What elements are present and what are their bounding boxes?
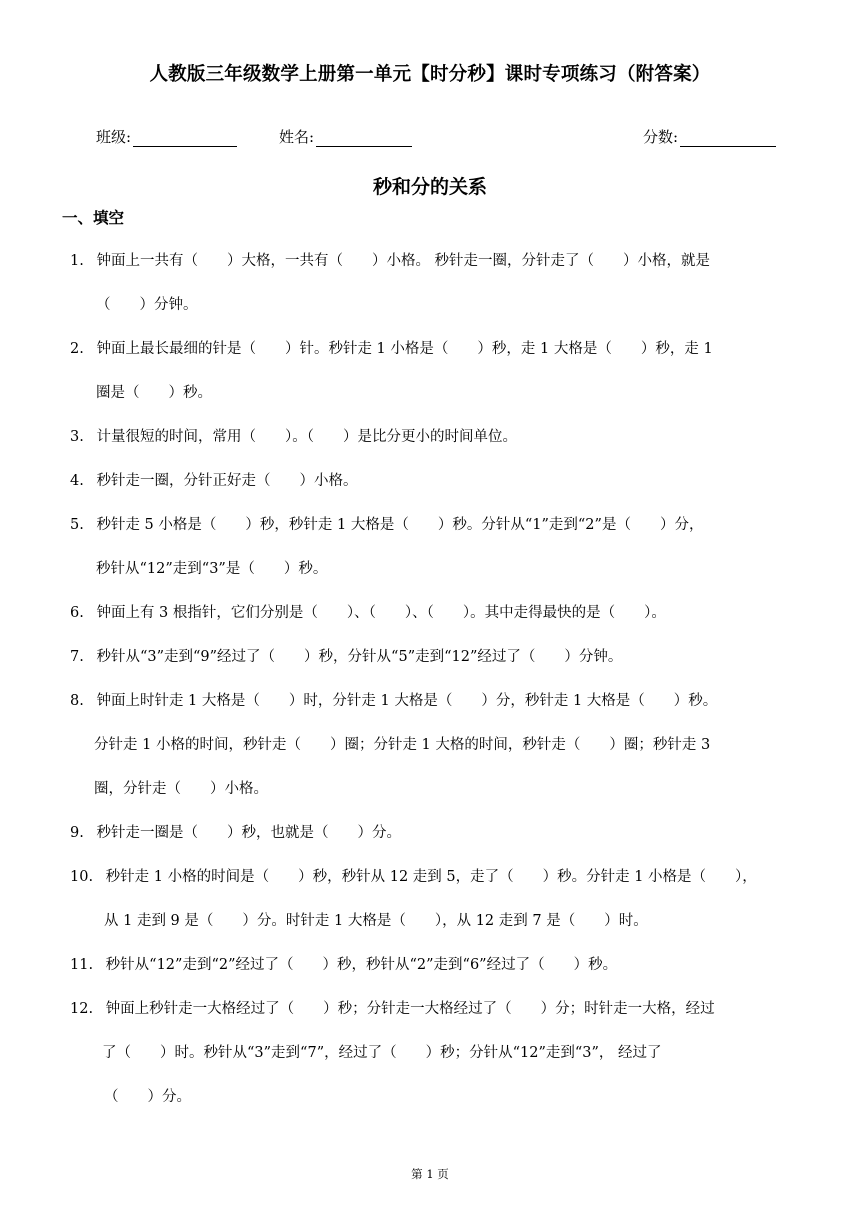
question-number: 1. (70, 253, 84, 269)
question-5-line-2: 秒针从“12”走到“3”是（ ）秒。 (96, 561, 328, 577)
section-heading: 秒和分的关系 (372, 176, 487, 198)
question-text: 秒针从“3”走到“9”经过了（ ）秒，分针从“5”走到“12”经过了（ ）分钟。 (96, 649, 623, 665)
question-text: 秒针走一圈是（ ）秒，也就是（ ）分。 (96, 825, 401, 841)
question-10-line-1 (70, 867, 757, 887)
question-number: 8. (70, 693, 84, 709)
question-1-line-2: （ ）分钟。 (96, 297, 198, 313)
name-blank[interactable] (316, 128, 412, 147)
question-text: 钟面上一共有（ ）大格，一共有（ ）小格。 秒针走一圈，分针走了（ ）小格，就是 (96, 253, 711, 269)
question-9-line-1 (70, 823, 401, 843)
question-11-line-1 (70, 955, 617, 975)
score-label: 分数: (643, 128, 679, 146)
question-text: 钟面上秒针走一大格经过了（ ）秒；分针走一大格经过了（ ）分；时针走一大格，经过 (105, 1001, 715, 1017)
score-blank[interactable] (680, 128, 776, 147)
question-text: 钟面上最长最细的针是（ ）针。秒针走 1 小格是（ ）秒，走 1 大格是（ ）秒，走 1 (96, 341, 713, 357)
question-8-line-1 (70, 691, 717, 711)
question-text: 秒针从“12”走到“2”经过了（ ）秒，秒针从“2”走到“6”经过了（ ）秒。 (105, 957, 618, 973)
question-text: 秒针走 5 小格是（ ）秒，秒针走 1 大格是（ ）秒。分针从“1”走到“2”是（ ）分， (96, 517, 704, 533)
question-12-line-2: 了（ ）时。秒针从“3”走到“7”，经过了（ ）秒；分针从“12”走到“3”， 经过了 (102, 1045, 662, 1061)
question-text: 计量很短的时间，常用（ ）。（ ）是比分更小的时间单位。 (96, 429, 517, 445)
question-number: 10. (70, 869, 94, 885)
question-8-line-2: 分针走 1 小格的时间，秒针走（ ）圈；分针走 1 大格的时间，秒针走（ ）圈；秒针走 3 (94, 737, 711, 753)
question-6-line-1 (70, 603, 666, 623)
question-7-line-1 (70, 647, 622, 667)
question-text: 钟面上有 3 根指针，它们分别是（ ）、（ ）、（ ）。其中走得最快的是（ ）。 (96, 605, 666, 621)
question-1-line-1 (70, 251, 710, 271)
question-10-line-2: 从 1 走到 9 是（ ）分。时针走 1 大格是（ ），从 12 走到 7 是（ ）时。 (104, 913, 648, 929)
question-text: 秒针走一圈，分针正好走（ ）小格。 (96, 473, 358, 489)
question-number: 2. (70, 341, 84, 357)
name-label: 姓名: (279, 128, 315, 146)
question-number: 7. (70, 649, 84, 665)
question-text: 钟面上时针走 1 大格是（ ）时，分针走 1 大格是（ ）分，秒针走 1 大格是（ ）秒。 (96, 693, 718, 709)
question-number: 3. (70, 429, 84, 445)
class-blank[interactable] (133, 128, 237, 147)
question-12-line-3: （ ）分。 (104, 1089, 191, 1105)
name-field[interactable] (279, 126, 412, 147)
question-number: 9. (70, 825, 84, 841)
section-title: 一、填空 (62, 209, 125, 227)
question-5-line-1 (70, 515, 703, 535)
question-number: 6. (70, 605, 84, 621)
document-title: 人教版三年级数学上册第一单元【时分秒】课时专项练习（附答案） (149, 64, 711, 85)
question-12-line-1 (70, 999, 715, 1019)
score-field[interactable] (643, 126, 776, 147)
question-3-line-1 (70, 427, 517, 447)
question-number: 12. (70, 1001, 94, 1017)
page-number: 第 1 页 (411, 1167, 449, 1181)
question-2-line-1 (70, 339, 713, 359)
question-8-line-3: 圈，分针走（ ）小格。 (94, 781, 268, 797)
class-field[interactable] (96, 126, 237, 147)
question-number: 5. (70, 517, 84, 533)
student-info-row (0, 126, 860, 150)
question-4-line-1 (70, 471, 357, 491)
question-text: 秒针走 1 小格的时间是（ ）秒，秒针从 12 走到 5，走了（ ）秒。分针走 1 小格是（ ）， (105, 869, 757, 885)
question-number: 11. (70, 957, 94, 973)
question-number: 4. (70, 473, 84, 489)
question-2-line-2: 圈是（ ）秒。 (96, 385, 212, 401)
class-label: 班级: (96, 128, 132, 146)
